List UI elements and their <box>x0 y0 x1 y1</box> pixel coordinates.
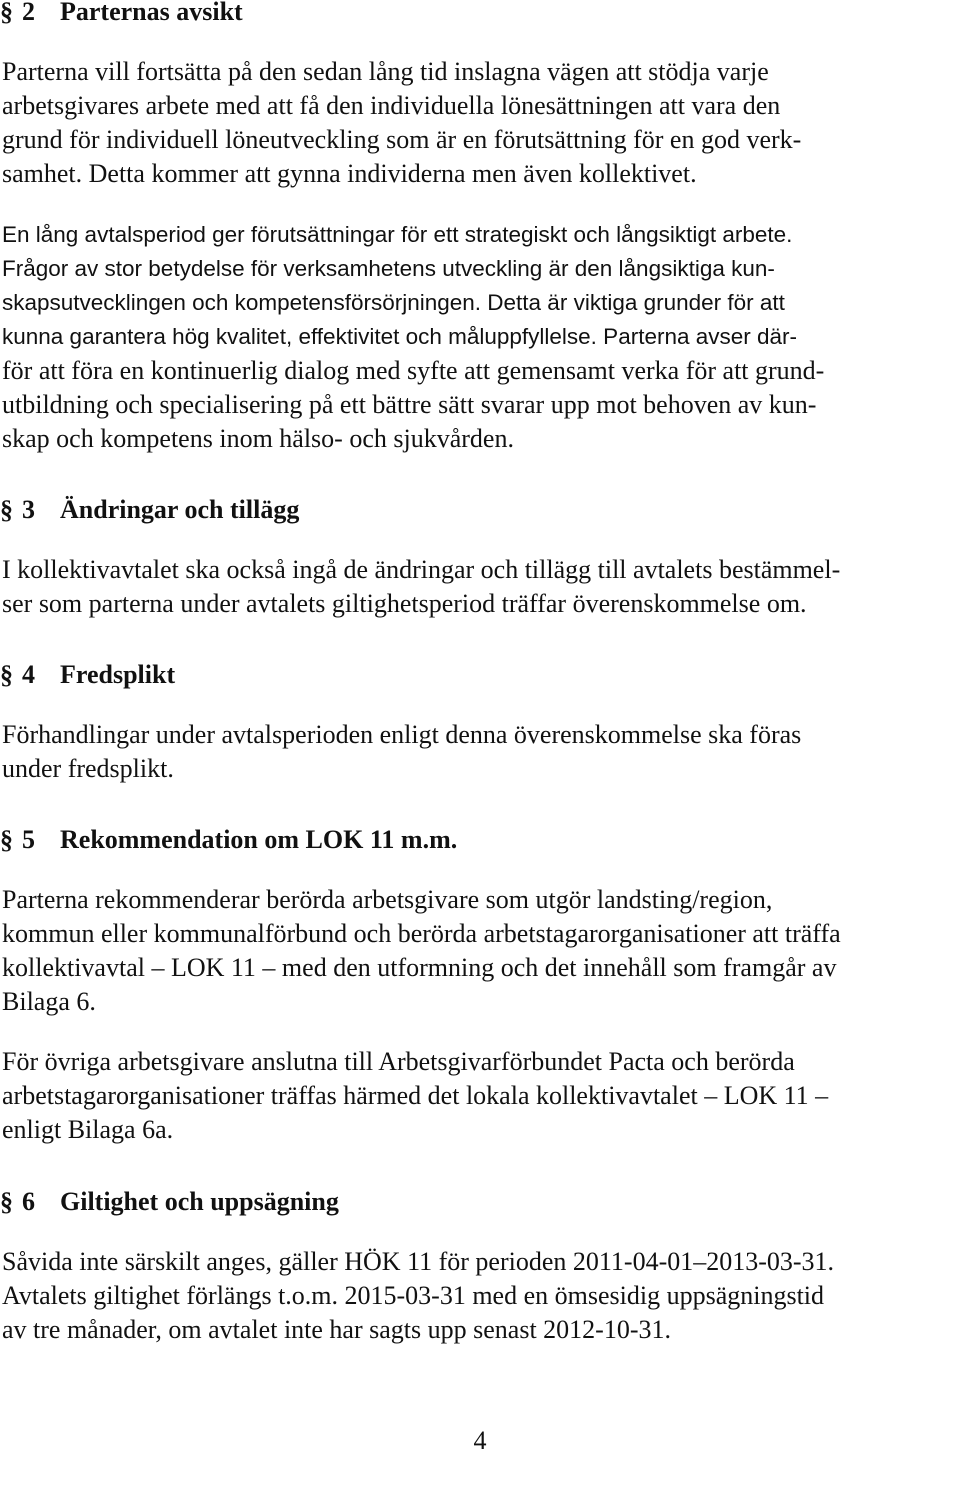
section-title: Parternas avsikt <box>60 0 243 26</box>
section-symbol: § <box>0 0 13 26</box>
body-line: Parterna rekommenderar berörda arbetsgivare som utgör landsting/region, <box>2 885 773 914</box>
body-line: För övriga arbetsgivare anslutna till Arbetsgivarförbundet Pacta och berörda <box>2 1047 795 1076</box>
section-number: 3 <box>22 495 35 524</box>
body-line: av tre månader, om avtalet inte har sagts upp senast 2012-10-31. <box>2 1315 671 1344</box>
body-line: Parterna vill fortsätta på den sedan lång tid inslagna vägen att stödja varje <box>2 57 769 86</box>
section-number: 5 <box>22 825 35 854</box>
body-line: arbetsgivares arbete med att få den individuella lönesättningen att vara den <box>2 91 781 120</box>
body-line: för att föra en kontinuerlig dialog med syfte att gemensamt verka för att grund- <box>2 356 825 385</box>
body-line: Förhandlingar under avtalsperioden enligt denna överenskommelse ska föras <box>2 720 802 749</box>
section-heading-4 <box>0 658 175 692</box>
body-line: Bilaga 6. <box>2 987 96 1016</box>
section-number: 4 <box>22 660 35 689</box>
body-line: enligt Bilaga 6a. <box>2 1115 174 1144</box>
section-heading-3 <box>0 493 299 527</box>
section-title: Rekommendation om LOK 11 m.m. <box>60 825 458 854</box>
body-line: Avtalets giltighet förlängs t.o.m. 2015-03-31 med en ömsesidig uppsägningstid <box>2 1281 825 1310</box>
section-symbol: § <box>0 1187 13 1216</box>
page-number: 4 <box>473 1426 487 1455</box>
body-line: I kollektivavtalet ska också ingå de ändringar och tillägg till avtalets bestämmel- <box>2 555 841 584</box>
body-line: kommun eller kommunalförbund och berörda arbetstagarorganisationer att träffa <box>2 919 841 948</box>
section-heading-5 <box>0 823 457 857</box>
body-line: skapsutvecklingen och kompetensförsörjningen. Detta är viktiga grunder för att <box>2 290 785 315</box>
body-line: under fredsplikt. <box>2 754 174 783</box>
body-line: kollektivavtal – LOK 11 – med den utformning och det innehåll som framgår av <box>2 953 837 982</box>
body-line: skap och kompetens inom hälso- och sjukvården. <box>2 424 514 453</box>
body-line: Såvida inte särskilt anges, gäller HÖK 11 för perioden 2011-04-01–2013-03-31. <box>2 1247 835 1276</box>
section-title: Fredsplikt <box>60 660 176 689</box>
body-line: arbetstagarorganisationer träffas härmed det lokala kollektivavtalet – LOK 11 – <box>2 1081 829 1110</box>
section-number: 6 <box>22 1187 35 1216</box>
section-symbol: § <box>0 495 13 524</box>
section-symbol: § <box>0 660 13 689</box>
body-line: grund för individuell löneutveckling som är en förutsättning för en god verk- <box>2 125 802 154</box>
section-heading-2 <box>0 0 243 29</box>
body-line: kunna garantera hög kvalitet, effektivitet och måluppfyllelse. Parterna avser där- <box>2 324 798 349</box>
section-title: Ändringar och tillägg <box>60 495 300 524</box>
body-line: samhet. Detta kommer att gynna individerna men även kollektivet. <box>2 159 697 188</box>
section-number: 2 <box>22 0 35 26</box>
body-line: ser som parterna under avtalets giltighetsperiod träffar överenskommelse om. <box>2 589 807 618</box>
section-title: Giltighet och uppsägning <box>60 1187 339 1216</box>
section-heading-6 <box>0 1185 339 1219</box>
body-line: Frågor av stor betydelse för verksamhetens utveckling är den långsiktiga kun- <box>2 256 775 281</box>
body-line: En lång avtalsperiod ger förutsättningar för ett strategiskt och långsiktigt arbete. <box>2 222 793 247</box>
body-line: utbildning och specialisering på ett bättre sätt svarar upp mot behoven av kun- <box>2 390 817 419</box>
section-symbol: § <box>0 825 13 854</box>
